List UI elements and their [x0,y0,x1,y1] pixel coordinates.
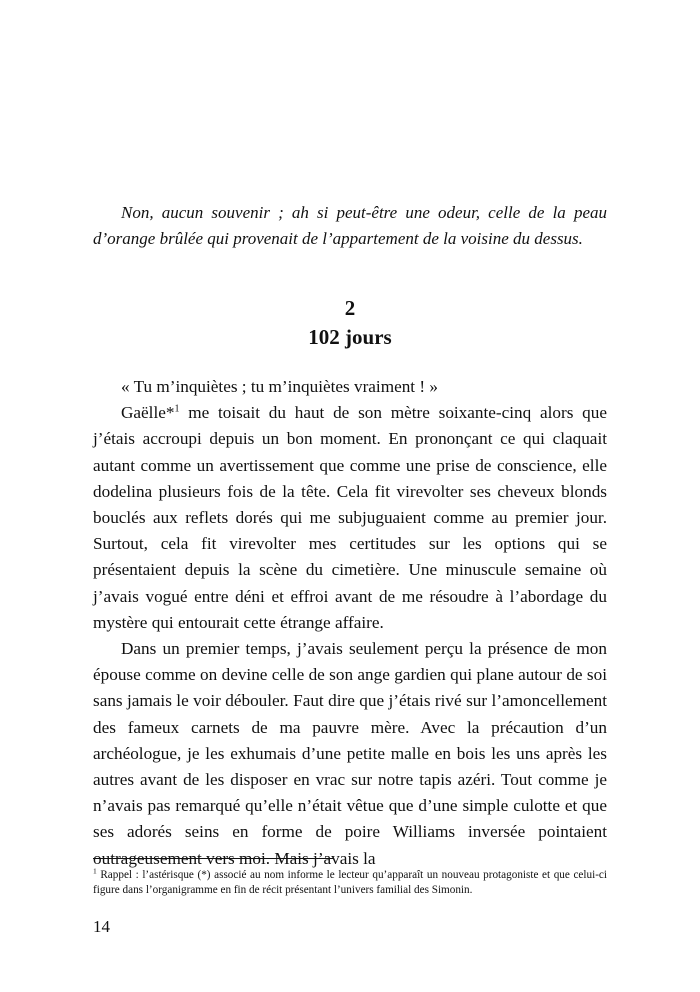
footnote-divider [93,858,333,859]
footnote [93,868,607,897]
intro-paragraph: Non, aucun souvenir ; ah si peut-être une odeur, celle de la peau d’orange brûlée qui provenait de l’appartement de la voisine du dessus. [93,203,607,248]
paragraph-text: me toisait du haut de son mètre soixante-cinq alors que j’étais accroupi depuis un bon moment. En prononçant ce qui claquait autant comme un avertissement que comme une prise de conscience, elle dodelina plusieurs fois de la tête. Cela fit virevolter ses cheveux blonds bouclés aux reflets dorés qui me subjuguaient comme au premier jour. Surtout, cela fit virevolter mes certitudes sur les options qui se présentaient depuis la scène du cimetière. Une minuscule semaine où j’avais vogué entre déni et effroi avant de me résoudre à l’abordage du mystère qui entourait cette étrange affaire. [93,403,607,632]
paragraph-dialogue: « Tu m’inquiètes ; tu m’inquiètes vraiment ! » [121,377,438,396]
paragraph-gaelle [93,400,607,636]
footnote-reference[interactable]: 1 [174,403,180,415]
chapter-number: 2 [344,296,356,320]
chapter-body [93,374,607,872]
paragraph-carnets: Dans un premier temps, j’avais seulement perçu la présence de mon épouse comme on devine celle de son ange gardien qui plane autour de soi sans jamais le voir débouler. Faut dire que j’étais rivé sur l’amoncellement des fameux carnets de ma pauvre mère. Avec la précaution d’un archéologue, je les exhumais d’une petite malle en bois les uns après les autres avant de les disposer en vrac sur notre tapis azéri. Tout comme je n’avais pas remarqué qu’elle n’était vêtue que d’une simple culotte et que ses adorés seins en forme de poire Williams inversée pointaient outrageusement vers moi. Mais j’avais la [93,639,607,868]
footnote-mark: 1 [93,866,97,876]
chapter-title: 102 jours [308,325,392,349]
character-name: Gaëlle* [121,403,175,423]
footnote-text: Rappel : l’astérisque (*) associé au nom informe le lecteur qu’apparaît un nouveau protagoniste et que celui-ci figure dans l’organigramme en fin de récit présentant l’univers familial des Simonin. [93,869,607,896]
book-page [93,0,607,992]
page-number: 14 [93,917,110,936]
